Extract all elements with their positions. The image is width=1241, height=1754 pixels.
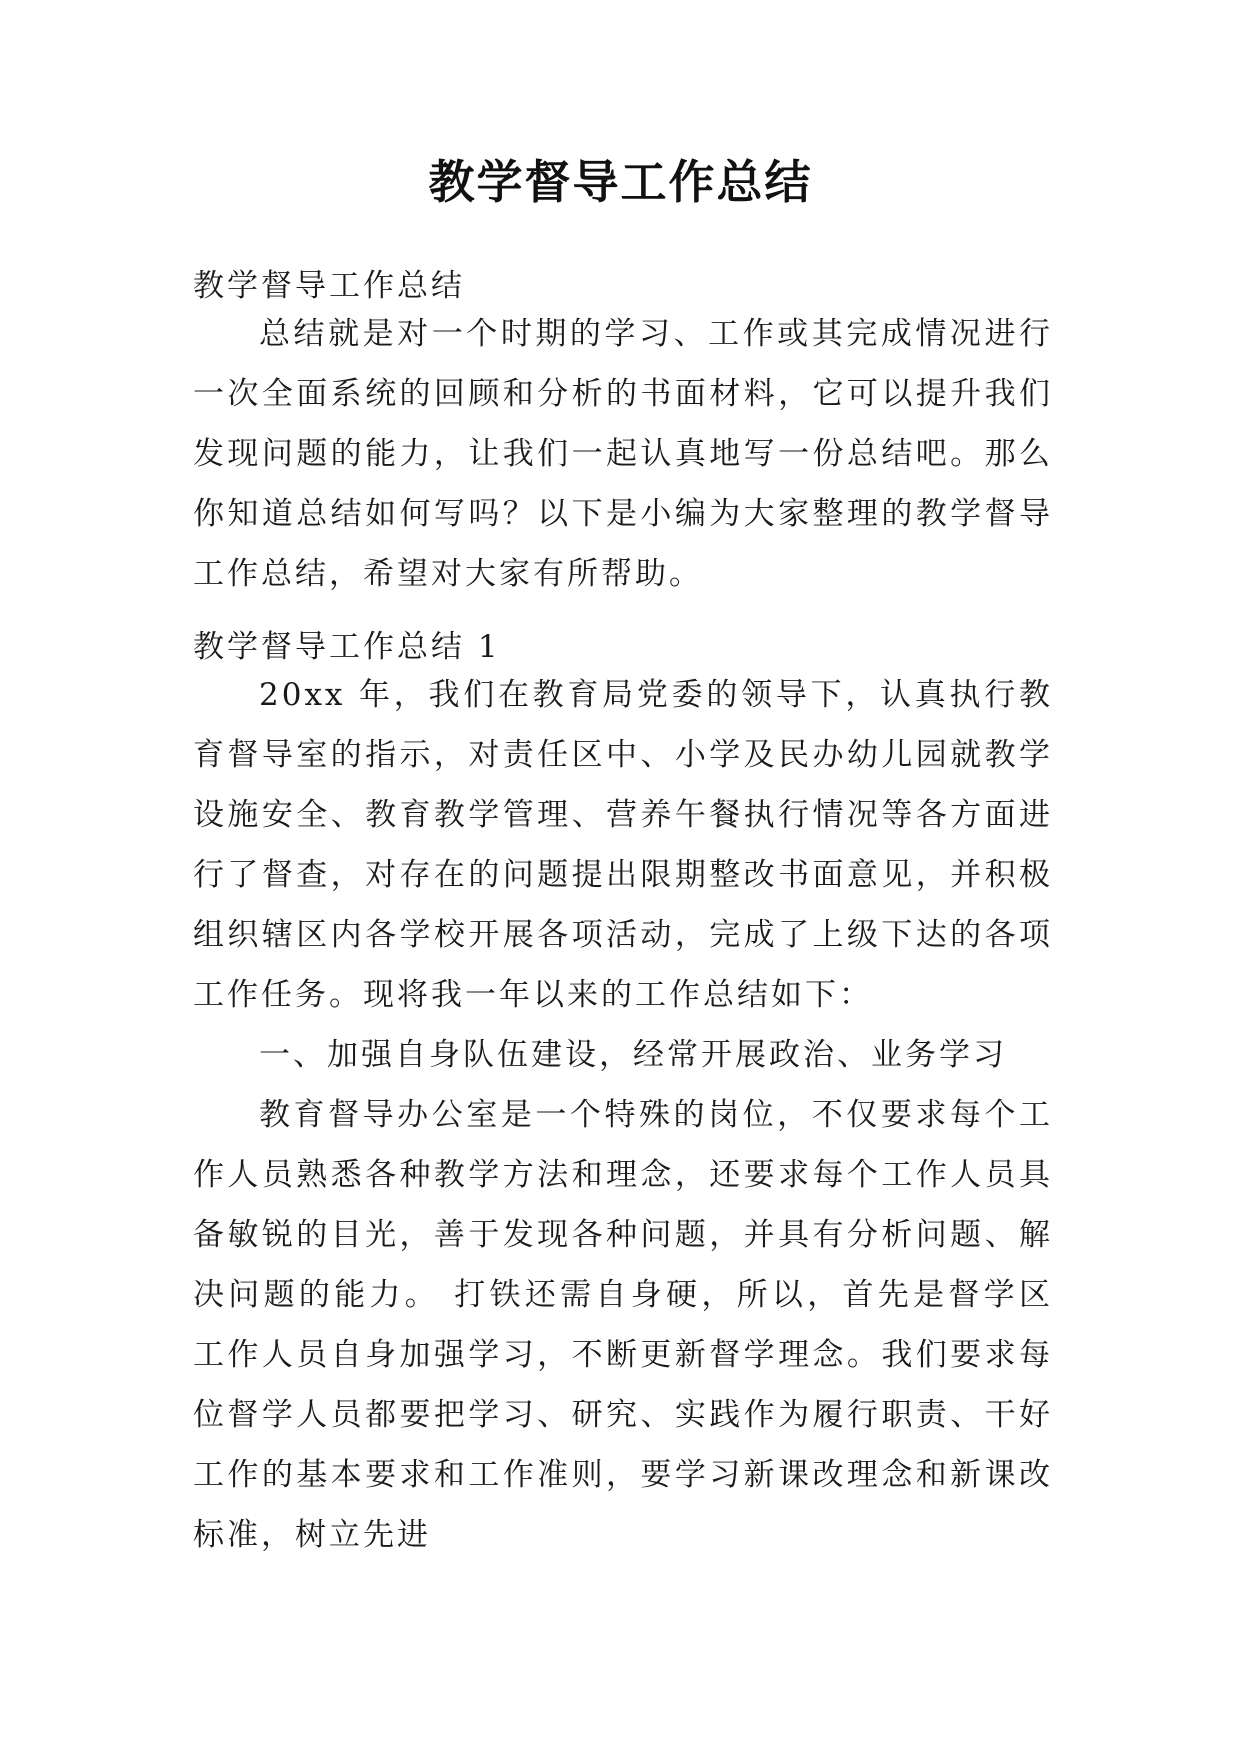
section1-paragraph2: 教育督导办公室是一个特殊的岗位，不仅要求每个工作人员熟悉各种教学方法和理念，还要求每个工作人员具备敏锐的目光，善于发现各种问题，并具有分析问题、解决问题的能力。 打铁还需自身硬，所以，首先是督学区工作人员自身加强学习，不断更新督学理念。我们要求每位督学人员都要把学习、研究、实践作为履行职责、干好工作的基本要求和工作准则，要学习新课改理念和新课改标准，树立先进 <box>193 1097 1053 1553</box>
intro-paragraph <box>193 304 1053 604</box>
section1-point1: 一、加强自身队伍建设，经常开展政治、业务学习 <box>259 1037 1007 1073</box>
section1-body <box>193 665 1053 1565</box>
section1-paragraph1: 20xx 年，我们在教育局党委的领导下，认真执行教育督导室的指示，对责任区中、小学及民办幼儿园就教学设施安全、教育教学管理、营养午餐执行情况等各方面进行了督查，对存在的问题提出限期整改书面意见，并积极组织辖区内各学校开展各项活动，完成了上级下达的各项工作任务。现将我一年以来的工作总结如下： <box>193 677 1053 1013</box>
intro-paragraph-text: 总结就是对一个时期的学习、工作或其完成情况进行一次全面系统的回顾和分析的书面材料，它可以提升我们发现问题的能力，让我们一起认真地写一份总结吧。那么你知道总结如何写吗？以下是小编为大家整理的教学督导工作总结，希望对大家有所帮助。 <box>193 316 1053 592</box>
section1-heading: 教学督导工作总结 1 <box>193 629 501 665</box>
intro-heading: 教学督导工作总结 <box>193 268 465 304</box>
document-title: 教学督导工作总结 <box>428 155 813 209</box>
